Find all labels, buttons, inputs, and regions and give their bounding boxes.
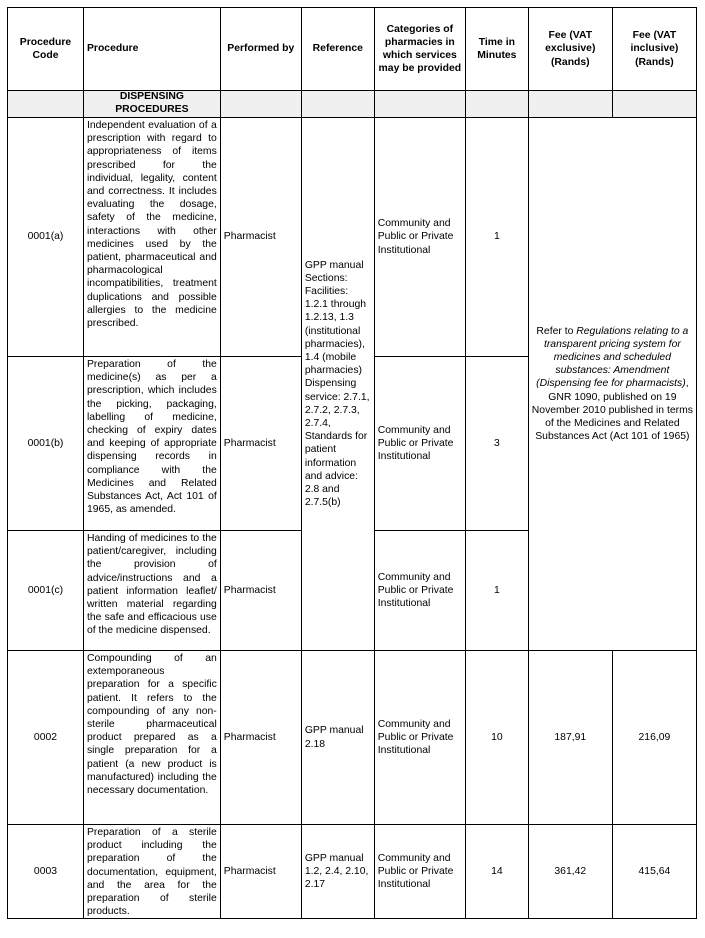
pharmacy-category: Community and Public or Private Institutional — [374, 825, 465, 919]
fee-note-prefix: Refer to — [536, 325, 577, 337]
section-row — [8, 91, 697, 118]
performed-by: Pharmacist — [220, 531, 301, 651]
header-time: Time in Minutes — [465, 8, 528, 91]
time-minutes: 14 — [465, 825, 528, 919]
fee-incl: 216,09 — [612, 651, 696, 825]
header-reference: Reference — [301, 8, 374, 91]
time-minutes: 10 — [465, 651, 528, 825]
pharmacy-category: Community and Public or Private Institutional — [374, 651, 465, 825]
performed-by: Pharmacist — [220, 825, 301, 919]
header-categories: Categories of pharmacies in which services may be provided — [374, 8, 465, 91]
procedure-description: Handing of medicines to the patient/caregiver, including the provision of advice/instructions and a patient information leaflet/ written material regarding the safe and efficacious use of the medicine dispensed. — [83, 531, 220, 651]
table-row — [8, 651, 697, 825]
time-minutes: 1 — [465, 118, 528, 357]
header-procedure: Procedure — [83, 8, 220, 91]
fee-excl: 361,42 — [528, 825, 612, 919]
time-minutes: 1 — [465, 531, 528, 651]
reference: GPP manual 1.2, 2.4, 2.10, 2.17 — [301, 825, 374, 919]
performed-by: Pharmacist — [220, 118, 301, 357]
time-minutes: 3 — [465, 357, 528, 531]
table-row — [8, 118, 697, 357]
performed-by: Pharmacist — [220, 651, 301, 825]
section-title: DISPENSING PROCEDURES — [83, 91, 220, 118]
table-row — [8, 825, 697, 919]
header-performed-by: Performed by — [220, 8, 301, 91]
header-code: Procedure Code — [8, 8, 84, 91]
procedure-description: Preparation of the medicine(s) as per a prescription, which includes the picking, packaging, labelling of medicine, checking of expiry dates and keeping of appropriate dispensing records in compliance with the Medicines and Related Substances Act, Act 101 of 1965, as amended. — [83, 357, 220, 531]
pharmacy-category: Community and Public or Private Institutional — [374, 357, 465, 531]
header-fee-excl: Fee (VAT exclusive) (Rands) — [528, 8, 612, 91]
fee-note-regulation: Regulations relating to a transparent pricing system for medicines and scheduled substances: Amendment (Dispensing fee for pharmacists) — [536, 325, 689, 390]
dispensing-fee-table — [7, 7, 697, 919]
fee-note-suffix: , GNR 1090, published on 19 November 2010 published in terms of the Medicines and Related Substances Act (Act 101 of 1965) — [531, 378, 693, 443]
pharmacy-category: Community and Public or Private Institutional — [374, 531, 465, 651]
fee-note — [528, 118, 696, 651]
procedure-description: Independent evaluation of a prescription with regard to appropriateness of items prescribed for the individual, legality, content and correctness. It includes evaluating the dosage, safety of the medicine, interactions with other medicines used by the patient, pharmaceutical and pharmacological incompatibilities, treatment duplications and possible allergies to the medicine prescribed. — [83, 118, 220, 357]
header-row — [8, 8, 697, 91]
procedure-description: Compounding of an extemporaneous preparation for a specific patient. It refers to the compounding of any non-sterile pharmaceutical product prepared as a single preparation for a patient (a new product is manufactured) including the necessary documentation. — [83, 651, 220, 825]
procedure-code: 0003 — [8, 825, 84, 919]
fee-excl: 187,91 — [528, 651, 612, 825]
performed-by: Pharmacist — [220, 357, 301, 531]
fee-incl: 415,64 — [612, 825, 696, 919]
pharmacy-category: Community and Public or Private Institutional — [374, 118, 465, 357]
procedure-code: 0001(b) — [8, 357, 84, 531]
procedure-code: 0001(a) — [8, 118, 84, 357]
procedure-description: Preparation of a sterile product including the preparation of the documentation, equipment, and the area for the preparation of sterile products. — [83, 825, 220, 919]
header-fee-incl: Fee (VAT inclusive) (Rands) — [612, 8, 696, 91]
reference: GPP manual 2.18 — [301, 651, 374, 825]
procedure-code: 0002 — [8, 651, 84, 825]
procedure-code: 0001(c) — [8, 531, 84, 651]
shared-reference: GPP manual Sections: Facilities: 1.2.1 through 1.2.13, 1.3 (institutional pharmacies), 1.4 (mobile pharmacies) Dispensing service: 2.7.1, 2.7.2, 2.7.3, 2.7.4, Standards for patient information and advice: 2.8 and 2.7.5(b) — [301, 118, 374, 651]
